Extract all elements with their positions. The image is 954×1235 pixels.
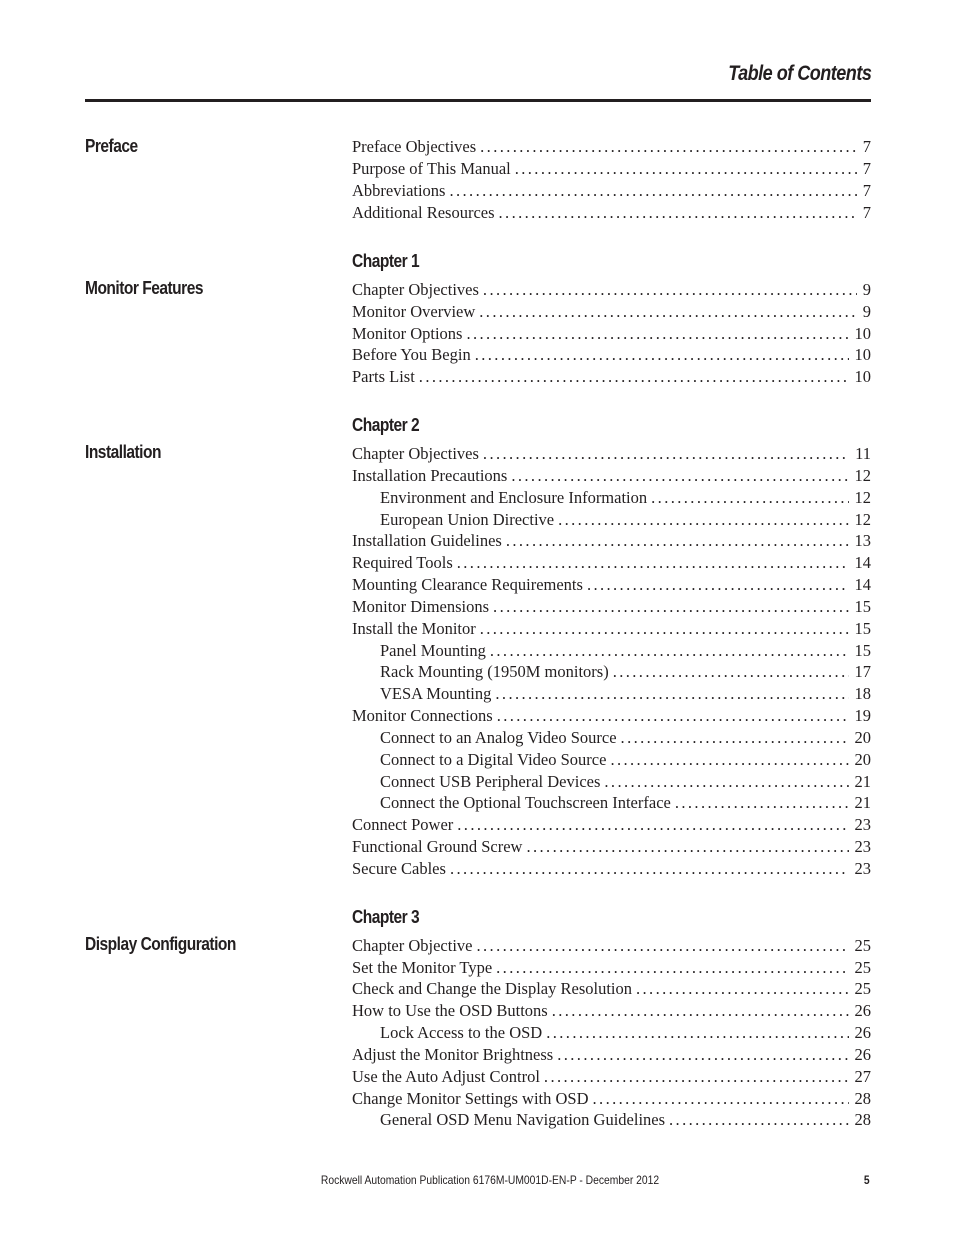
- leader-dots: [515, 158, 857, 180]
- toc-entry-page: 21: [854, 772, 871, 791]
- toc-entry-page: 23: [854, 859, 871, 878]
- toc-entry-page: 17: [854, 662, 871, 681]
- toc-subentry[interactable]: [380, 640, 871, 662]
- toc-entry-text: Monitor Options: [352, 324, 463, 343]
- toc-entry-page: 7: [862, 203, 871, 222]
- toc-entry-text: Connect the Optional Touchscreen Interface: [380, 793, 671, 812]
- toc-entry-page: 12: [854, 510, 871, 529]
- toc-entry-page: 26: [854, 1023, 871, 1042]
- toc-entry-text: Preface Objectives: [352, 137, 477, 156]
- toc-entry-text: General OSD Menu Navigation Guidelines: [380, 1110, 666, 1129]
- toc-subentry[interactable]: [380, 1109, 871, 1131]
- toc-entry-text: Panel Mounting: [380, 641, 486, 660]
- toc-entry-text: Chapter Objectives: [352, 280, 479, 299]
- page-title: Table of Contents: [727, 62, 871, 85]
- toc-entry-page: 21: [854, 793, 871, 812]
- footer-page-number: 5: [864, 1173, 870, 1187]
- toc-entry-text: Installation Guidelines: [352, 531, 502, 550]
- toc-entry-text: Abbreviations: [352, 181, 446, 200]
- toc-entry[interactable]: [352, 344, 871, 366]
- leader-dots: [621, 727, 849, 749]
- leader-dots: [480, 618, 849, 640]
- toc-entry[interactable]: [352, 279, 871, 301]
- leader-dots: [495, 683, 848, 705]
- leader-dots: [610, 749, 848, 771]
- toc-entry[interactable]: [352, 814, 871, 836]
- toc-entry-page: 10: [854, 345, 871, 364]
- toc-entry-text: Connect Power: [352, 815, 454, 834]
- toc-entry-page: 19: [854, 706, 871, 725]
- toc-entry-page: 7: [862, 181, 871, 200]
- leader-dots: [490, 640, 849, 662]
- leader-dots: [526, 836, 848, 858]
- toc-entry-page: 20: [854, 728, 871, 747]
- leader-dots: [497, 705, 849, 727]
- toc-entry-text: Monitor Overview: [352, 302, 476, 321]
- toc-entry-page: 7: [862, 137, 871, 156]
- toc-entry-page: 7: [862, 159, 871, 178]
- toc-entry-text: Installation Precautions: [352, 466, 508, 485]
- toc-entry-page: 11: [855, 444, 871, 463]
- leader-dots: [483, 279, 857, 301]
- toc-entry-page: 26: [854, 1045, 871, 1064]
- toc-entry[interactable]: [352, 180, 871, 202]
- toc-subentry[interactable]: [380, 727, 871, 749]
- toc-entry[interactable]: [352, 596, 871, 618]
- toc-entry-page: 10: [854, 324, 871, 343]
- toc-entry-text: Check and Change the Display Resolution: [352, 979, 632, 998]
- toc-entry-page: 9: [862, 280, 871, 299]
- toc-entry-page: 12: [854, 466, 871, 485]
- toc-entry[interactable]: [352, 202, 871, 224]
- toc-entry[interactable]: [352, 836, 871, 858]
- header-rule: [85, 99, 871, 102]
- leader-dots: [480, 136, 857, 158]
- chapter-label-3: Chapter 3: [352, 906, 420, 927]
- toc-subentry[interactable]: [380, 661, 871, 683]
- leader-dots: [552, 1000, 849, 1022]
- toc-entry[interactable]: [352, 465, 871, 487]
- leader-dots: [457, 814, 848, 836]
- toc-entry[interactable]: [352, 574, 871, 596]
- toc-entry-text: Before You Begin: [352, 345, 471, 364]
- toc-entry[interactable]: [352, 443, 871, 465]
- leader-dots: [475, 344, 849, 366]
- toc-subentry[interactable]: [380, 683, 871, 705]
- section-title-display-configuration: Display Configuration: [85, 933, 236, 954]
- toc-entry[interactable]: [352, 136, 871, 158]
- toc-entry-text: Use the Auto Adjust Control: [352, 1067, 540, 1086]
- toc-entry-page: 14: [854, 575, 871, 594]
- toc-entry[interactable]: [352, 158, 871, 180]
- toc-entry-page: 28: [854, 1110, 871, 1129]
- toc-entry[interactable]: [352, 552, 871, 574]
- toc-entry-page: 25: [854, 979, 871, 998]
- leader-dots: [477, 935, 849, 957]
- toc-entry-page: 15: [854, 619, 871, 638]
- toc-entry-text: Adjust the Monitor Brightness: [352, 1045, 554, 1064]
- toc-entry[interactable]: [352, 323, 871, 345]
- toc-entry-text: Install the Monitor: [352, 619, 476, 638]
- toc-subentry[interactable]: [380, 792, 871, 814]
- toc-entry-text: How to Use the OSD Buttons: [352, 1001, 548, 1020]
- toc-entry-page: 20: [854, 750, 871, 769]
- toc-entry-page: 12: [854, 488, 871, 507]
- toc-entry-page: 14: [854, 553, 871, 572]
- toc-entry-text: Additional Resources: [352, 203, 495, 222]
- leader-dots: [479, 301, 856, 323]
- toc-entry-text: Purpose of This Manual: [352, 159, 511, 178]
- footer-publication: Rockwell Automation Publication 6176M-UM001D-EN-P - December 2012: [320, 1173, 660, 1187]
- toc-entry-text: European Union Directive: [380, 510, 555, 529]
- toc-entry-text: Required Tools: [352, 553, 453, 572]
- toc-entry-page: 26: [854, 1001, 871, 1020]
- toc-subentry[interactable]: [380, 487, 871, 509]
- toc-entry[interactable]: [352, 935, 871, 957]
- section-title-installation: Installation: [85, 441, 161, 462]
- toc-entry-text: Monitor Dimensions: [352, 597, 490, 616]
- toc-entry-page: 18: [854, 684, 871, 703]
- toc-entry[interactable]: [352, 301, 871, 323]
- leader-dots: [449, 180, 856, 202]
- toc-entry-text: Lock Access to the OSD: [380, 1023, 543, 1042]
- leader-dots: [587, 574, 849, 596]
- toc-entry[interactable]: [352, 618, 871, 640]
- leader-dots: [651, 487, 848, 509]
- leader-dots: [483, 443, 849, 465]
- leader-dots: [511, 465, 848, 487]
- section-title-monitor-features: Monitor Features: [85, 277, 203, 298]
- toc-entry-text: Connect to an Analog Video Source: [380, 728, 617, 747]
- toc-entry-text: Rack Mounting (1950M monitors): [380, 662, 609, 681]
- chapter-label-2: Chapter 2: [352, 414, 420, 435]
- toc-entry-page: 25: [854, 958, 871, 977]
- toc-entry-text: Functional Ground Screw: [352, 837, 523, 856]
- toc-entry-text: Chapter Objective: [352, 936, 473, 955]
- chapter-label-1: Chapter 1: [352, 250, 420, 271]
- leader-dots: [636, 978, 849, 1000]
- toc-entry-page: 23: [854, 815, 871, 834]
- toc-entry-text: Monitor Connections: [352, 706, 493, 725]
- leader-dots: [544, 1066, 849, 1088]
- toc-entry[interactable]: [352, 705, 871, 727]
- toc-entry-text: Set the Monitor Type: [352, 958, 493, 977]
- leader-dots: [604, 771, 848, 793]
- leader-dots: [450, 858, 849, 880]
- leader-dots: [557, 1044, 848, 1066]
- toc-entry-text: Chapter Objectives: [352, 444, 479, 463]
- toc-entry[interactable]: [352, 366, 871, 388]
- leader-dots: [675, 792, 849, 814]
- toc-entry-text: VESA Mounting: [380, 684, 492, 703]
- toc-entry-page: 9: [862, 302, 871, 321]
- leader-dots: [558, 509, 848, 531]
- toc-entry-page: 15: [854, 641, 871, 660]
- leader-dots: [419, 366, 849, 388]
- leader-dots: [669, 1109, 848, 1131]
- leader-dots: [466, 323, 848, 345]
- toc-entry-page: 28: [854, 1089, 871, 1108]
- toc-entry[interactable]: [352, 530, 871, 552]
- toc-entry-text: Environment and Enclosure Information: [380, 488, 648, 507]
- toc-entry[interactable]: [352, 1000, 871, 1022]
- toc-entry-text: Connect USB Peripheral Devices: [380, 772, 601, 791]
- leader-dots: [613, 661, 849, 683]
- leader-dots: [593, 1088, 849, 1110]
- toc-entry-page: 27: [854, 1067, 871, 1086]
- toc-entry-text: Secure Cables: [352, 859, 446, 878]
- toc-entry-page: 15: [854, 597, 871, 616]
- toc-entry-text: Connect to a Digital Video Source: [380, 750, 607, 769]
- toc-entry[interactable]: [352, 1088, 871, 1110]
- toc-entry[interactable]: [352, 957, 871, 979]
- toc-subentry[interactable]: [380, 1022, 871, 1044]
- toc-entry-page: 10: [854, 367, 871, 386]
- leader-dots: [499, 202, 857, 224]
- toc-entry[interactable]: [352, 1044, 871, 1066]
- toc-subentry[interactable]: [380, 771, 871, 793]
- toc-entry-page: 13: [854, 531, 871, 550]
- toc-entry-text: Parts List: [352, 367, 415, 386]
- leader-dots: [546, 1022, 848, 1044]
- toc-entry[interactable]: [352, 978, 871, 1000]
- toc-entry-page: 25: [854, 936, 871, 955]
- section-title-preface: Preface: [85, 135, 138, 156]
- toc-entry-text: Change Monitor Settings with OSD: [352, 1089, 589, 1108]
- toc-entry-page: 23: [854, 837, 871, 856]
- leader-dots: [506, 530, 849, 552]
- toc-subentry[interactable]: [380, 749, 871, 771]
- toc-subentry[interactable]: [380, 509, 871, 531]
- toc-entry[interactable]: [352, 858, 871, 880]
- leader-dots: [496, 957, 848, 979]
- toc-entry-text: Mounting Clearance Requirements: [352, 575, 583, 594]
- leader-dots: [493, 596, 848, 618]
- leader-dots: [457, 552, 849, 574]
- toc-entry[interactable]: [352, 1066, 871, 1088]
